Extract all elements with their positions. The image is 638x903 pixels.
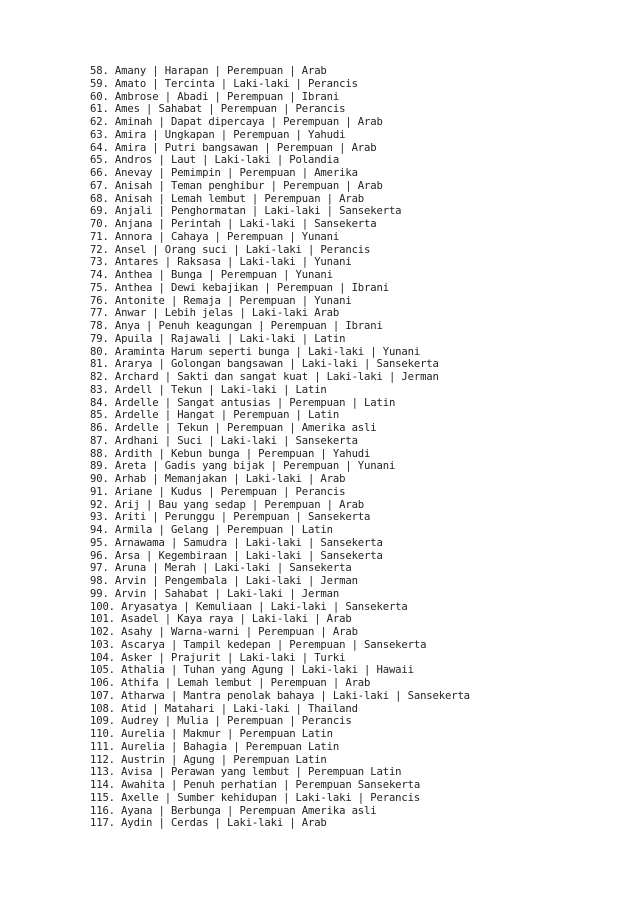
list-item: 114. Awahita | Penuh perhatian | Perempuan Sansekerta: [90, 779, 421, 791]
list-item: 87. Ardhani | Suci | Laki-laki | Sansekerta: [90, 434, 358, 447]
list-item: 84. Ardelle | Sangat antusias | Perempuan | Latin: [90, 396, 396, 409]
list-item: 68. Anisah | Lemah lembut | Perempuan | Arab: [90, 192, 365, 205]
list-item: 113. Avisa | Perawan yang lembut | Perempuan Latin: [90, 766, 402, 779]
list-item: 108. Atid | Matahari | Laki-laki | Thailand: [90, 702, 358, 715]
list-item: 85. Ardelle | Hangat | Perempuan | Latin: [90, 409, 340, 422]
list-item: 78. Anya | Penuh keagungan | Perempuan | Ibrani: [90, 320, 383, 332]
list-item: 106. Athifa | Lemah lembut | Perempuan | Arab: [90, 677, 371, 689]
list-item: 64. Amira | Putri bangsawan | Perempuan | Arab: [90, 141, 377, 154]
list-item: 104. Asker | Prajurit | Laki-laki | Turki: [90, 651, 346, 664]
list-item: 117. Aydin | Cerdas | Laki-laki | Arab: [90, 817, 327, 830]
list-item: 73. Antares | Raksasa | Laki-laki | Yunani: [90, 256, 352, 269]
list-item: 71. Annora | Cahaya | Perempuan | Yunani: [90, 230, 340, 243]
list-item: 94. Armila | Gelang | Perempuan | Latin: [90, 524, 333, 536]
list-item: 83. Ardell | Tekun | Laki-laki | Latin: [90, 383, 327, 396]
list-item: 98. Arvin | Pengembala | Laki-laki | Jerman: [90, 575, 358, 587]
list-item: 112. Austrin | Agung | Perempuan Latin: [90, 753, 327, 766]
list-item: 82. Archard | Sakti dan sangat kuat | Laki-laki | Jerman: [90, 371, 439, 383]
list-item: 111. Aurelia | Bahagia | Perempuan Latin: [90, 740, 340, 753]
list-item: 59. Amato | Tercinta | Laki-laki | Perancis: [90, 77, 358, 90]
list-item: 96. Arsa | Kegembiraan | Laki-laki | Sansekerta: [90, 549, 383, 562]
list-item: 89. Areta | Gadis yang bijak | Perempuan | Yunani: [90, 460, 396, 473]
list-item: 69. Anjali | Penghormatan | Laki-laki | Sansekerta: [90, 205, 402, 218]
list-item: 81. Ararya | Golongan bangsawan | Laki-laki | Sansekerta: [90, 358, 439, 371]
list-item: 116. Ayana | Berbunga | Perempuan Amerika asli: [90, 804, 377, 817]
list-item: 88. Ardith | Kebun bunga | Perempuan | Yahudi: [90, 447, 371, 460]
list-item: 72. Ansel | Orang suci | Laki-laki | Perancis: [90, 243, 371, 256]
list-item: 115. Axelle | Sumber kehidupan | Laki-laki | Perancis: [90, 791, 421, 804]
list-item: 91. Ariane | Kudus | Perempuan | Perancis: [90, 485, 346, 498]
list-item: 76. Antonite | Remaja | Perempuan | Yunani: [90, 294, 352, 307]
list-item: 74. Anthea | Bunga | Perempuan | Yunani: [90, 269, 333, 281]
list-item: 101. Asadel | Kaya raya | Laki-laki | Arab: [90, 613, 352, 626]
list-item: 65. Andros | Laut | Laki-laki | Polandia: [90, 154, 340, 167]
list-item: 97. Aruna | Merah | Laki-laki | Sansekerta: [90, 562, 352, 575]
list-item: 63. Amira | Ungkapan | Perempuan | Yahudi: [90, 128, 346, 141]
list-item: 86. Ardelle | Tekun | Perempuan | Amerika asli: [90, 422, 377, 434]
list-item: 67. Anisah | Teman penghibur | Perempuan | Arab: [90, 179, 383, 192]
list-item: 103. Ascarya | Tampil kedepan | Perempuan | Sansekerta: [90, 638, 427, 651]
list-item: 70. Anjana | Perintah | Laki-laki | Sansekerta: [90, 218, 377, 230]
name-list: [90, 65, 470, 830]
list-item: 80. Araminta Harum seperti bunga | Laki-laki | Yunani: [90, 345, 421, 358]
list-item: 92. Arij | Bau yang sedap | Perempuan | Arab: [90, 498, 365, 511]
list-item: 105. Athalia | Tuhan yang Agung | Laki-laki | Hawaii: [90, 664, 414, 677]
list-item: 90. Arhab | Memanjakan | Laki-laki | Arab: [90, 473, 346, 485]
list-item: 93. Ariti | Perunggu | Perempuan | Sansekerta: [90, 511, 371, 524]
list-item: 109. Audrey | Mulia | Perempuan | Perancis: [90, 715, 352, 728]
list-item: 62. Aminah | Dapat dipercaya | Perempuan | Arab: [90, 116, 383, 128]
list-item: 75. Anthea | Dewi kebajikan | Perempuan | Ibrani: [90, 281, 389, 294]
list-item: 60. Ambrose | Abadi | Perempuan | Ibrani: [90, 90, 340, 103]
list-item: 79. Apuila | Rajawali | Laki-laki | Latin: [90, 332, 346, 345]
list-item: 110. Aurelia | Makmur | Perempuan Latin: [90, 728, 333, 740]
list-item: 95. Arnawama | Samudra | Laki-laki | Sansekerta: [90, 536, 383, 549]
list-item: 61. Ames | Sahabat | Perempuan | Perancis: [90, 103, 346, 116]
list-item: 66. Anevay | Pemimpin | Perempuan | Amerika: [90, 167, 358, 179]
list-item: 102. Asahy | Warna-warni | Perempuan | Arab: [90, 626, 358, 638]
list-item: 99. Arvin | Sahabat | Laki-laki | Jerman: [90, 587, 340, 600]
list-item: 77. Anwar | Lebih jelas | Laki-laki Arab: [90, 307, 340, 320]
list-item: 107. Atharwa | Mantra penolak bahaya | Laki-laki | Sansekerta: [90, 689, 470, 702]
list-item: 58. Amany | Harapan | Perempuan | Arab: [90, 65, 327, 77]
list-item: 100. Aryasatya | Kemuliaan | Laki-laki | Sansekerta: [90, 600, 408, 613]
